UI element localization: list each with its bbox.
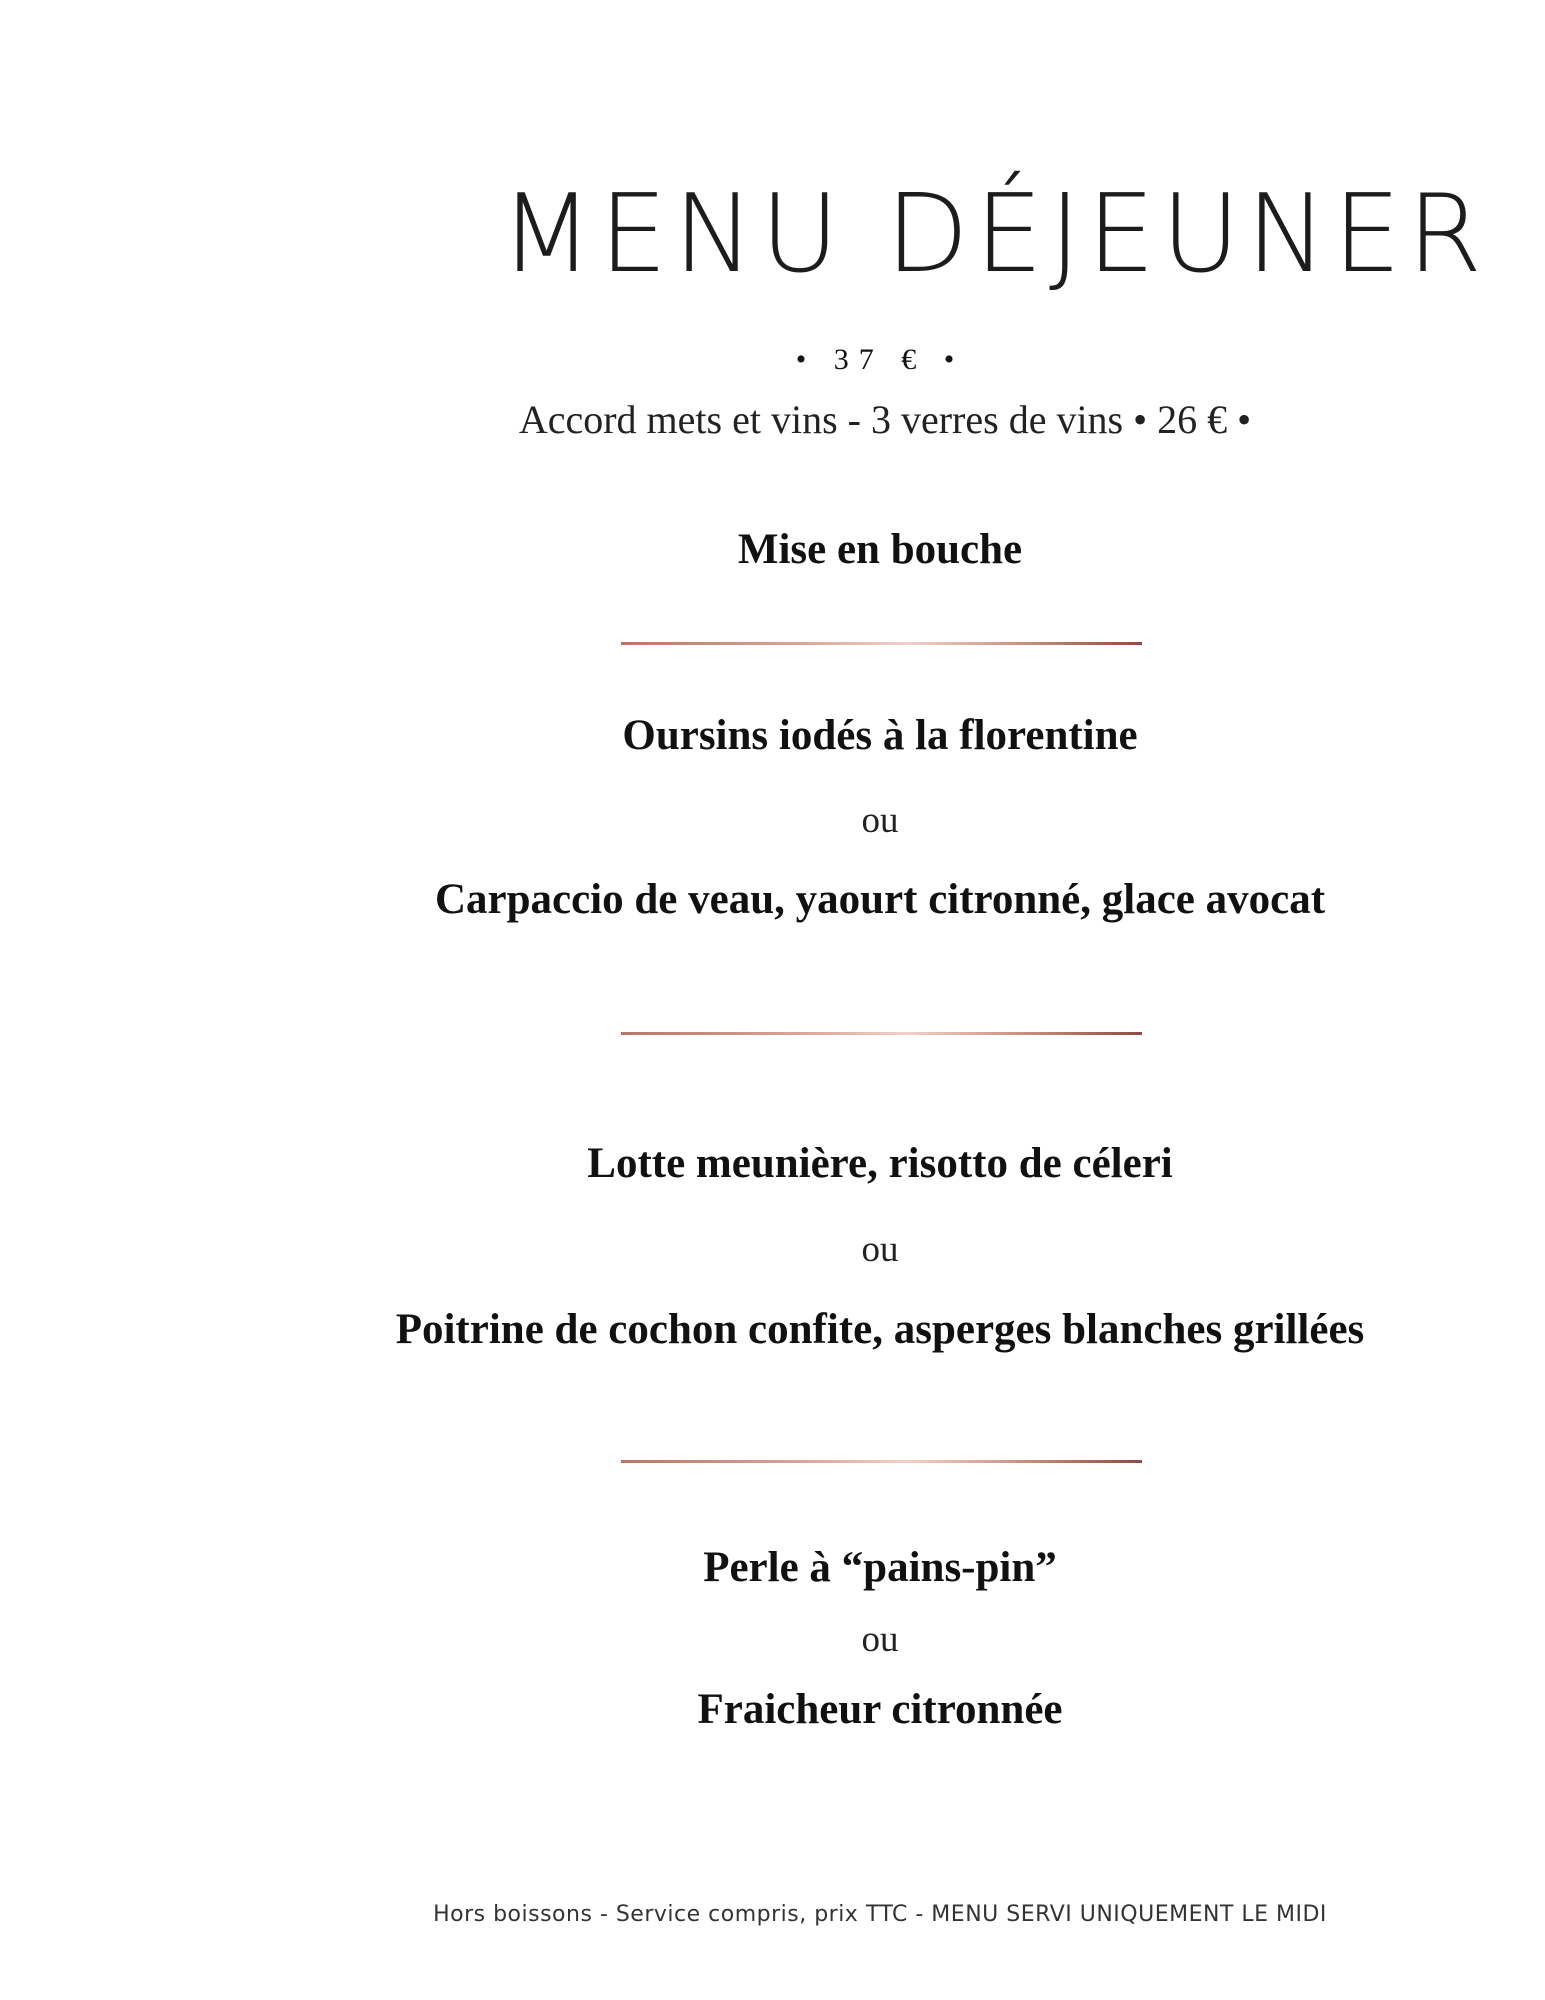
menu-title: MENU DÉJEUNER	[500, 172, 1489, 297]
dessert-option-2: Fraicheur citronnée	[697, 1686, 1063, 1733]
starter-or-label: ou	[861, 800, 899, 841]
dessert-or-label: ou	[861, 1619, 899, 1660]
wine-pairing-text: Accord mets et vins - 3 verres de vins • 26 € •	[518, 397, 1252, 442]
menu-price: • 37 € •	[795, 343, 965, 376]
separator-line	[621, 642, 1142, 645]
separator-line	[621, 1460, 1142, 1463]
starter-option-2: Carpaccio de veau, yaourt citronné, glace avocat	[434, 876, 1326, 923]
footer-note: Hors boissons - Service compris, prix TTC - MENU SERVI UNIQUEMENT LE MIDI	[433, 1902, 1327, 1927]
main-option-1: Lotte meunière, risotto de céleri	[587, 1140, 1173, 1187]
separator-line	[621, 1032, 1142, 1035]
dessert-option-1: Perle à “pains-pin”	[703, 1544, 1057, 1591]
starter-option-1: Oursins iodés à la florentine	[622, 712, 1138, 759]
main-option-2: Poitrine de cochon confite, asperges blanches grillées	[395, 1306, 1365, 1353]
amuse-bouche-dish: Mise en bouche	[737, 526, 1023, 573]
main-or-label: ou	[861, 1229, 899, 1270]
